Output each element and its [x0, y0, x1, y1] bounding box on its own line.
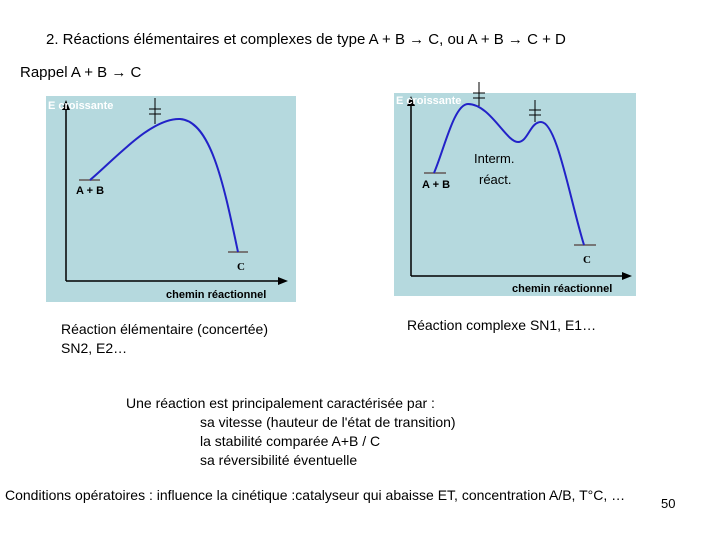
intermediate-label-line2: réact. [479, 172, 512, 187]
energy-axis-label: E croissante [396, 95, 462, 107]
elementary-caption [61, 320, 268, 358]
complex-caption: Réaction complexe SN1, E1… [407, 317, 597, 333]
intermediate-label-line1: Interm. [474, 151, 515, 166]
diagram-panel [394, 93, 636, 296]
summary-point: sa réversibilité éventuelle [200, 452, 358, 468]
path-axis-label: chemin réactionnel [166, 289, 267, 301]
summary-point: la stabilité comparée A+B / C [200, 433, 381, 449]
energy-axis-label: E croissante [48, 100, 114, 112]
conditions-text: Conditions opératoires : influence la cinétique :catalyseur qui abaisse ET, concentration A/B, T°C, … [5, 487, 626, 503]
reactant-label: A + B [76, 185, 105, 197]
diagram-panel [46, 96, 296, 302]
slide-title: 2. Réactions élémentaires et complexes de type A + B → C, ou A + B → C + D [46, 31, 566, 48]
product-label: C [237, 261, 245, 273]
complex-reaction-diagram [394, 80, 636, 296]
summary-point: sa vitesse (hauteur de l'état de transition) [200, 414, 456, 430]
elementary-caption-line1: Réaction élémentaire (concertée) [61, 321, 268, 337]
rappel-text: Rappel A + B → C [20, 64, 142, 81]
page-number: 50 [661, 496, 676, 511]
product-label: C [583, 254, 591, 266]
reactant-label: A + B [422, 179, 451, 191]
elementary-reaction-diagram [46, 96, 296, 302]
summary-block [126, 394, 456, 470]
summary-intro: Une réaction est principalement caractérisée par : [126, 395, 435, 411]
elementary-caption-line2: SN2, E2… [61, 340, 128, 356]
path-axis-label: chemin réactionnel [512, 283, 613, 295]
